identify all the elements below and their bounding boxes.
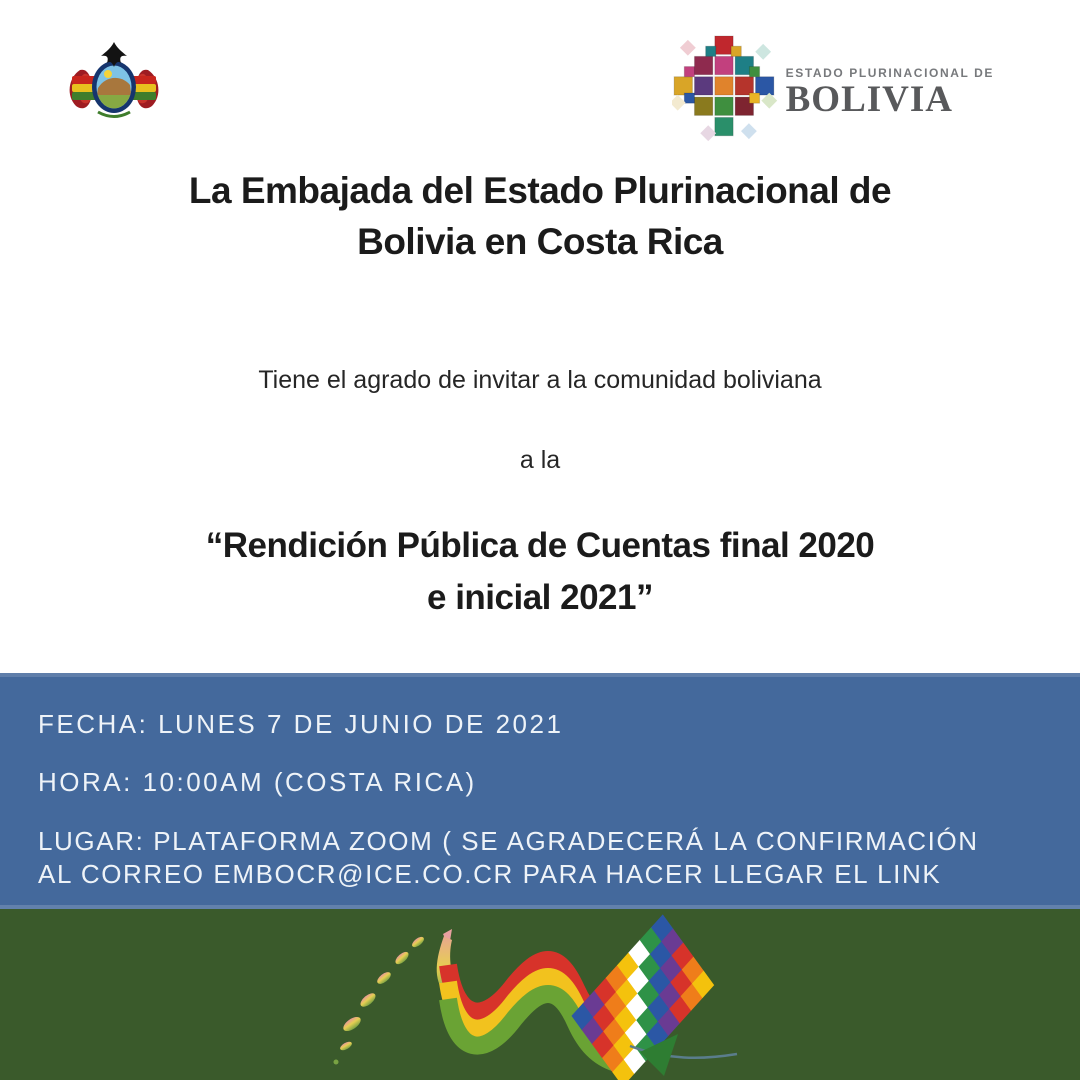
wiphala-ribbon-illustration-icon [0, 909, 1080, 1080]
page-title [0, 165, 1080, 267]
bolivia-coat-of-arms-icon [64, 34, 164, 126]
title-line-1: La Embajada del Estado Plurinacional de [188, 170, 892, 211]
event-line-1: “Rendición Pública de Cuentas final 2020 [205, 526, 875, 565]
lugar-line-1: LUGAR: PLATAFORMA ZOOM ( SE AGRADECERÁ LA CONFIRMACIÓN [38, 826, 979, 856]
hora-line: HORA: 10:00AM (COSTA RICA) [38, 767, 477, 797]
logo-small-text: ESTADO PLURINACIONAL DE [785, 66, 994, 80]
estado-plurinacional-logo [672, 34, 994, 150]
intro-text: Tiene el agrado de invitar a la comunidad boliviana [258, 366, 822, 394]
event-line-2: e inicial 2021” [427, 578, 653, 617]
chakana-mosaic-icon [672, 34, 778, 150]
title-line-2: Bolivia en Costa Rica [357, 221, 723, 262]
logo-large-text: BOLIVIA [785, 79, 954, 120]
lugar-line-2: AL CORREO EMBOCR@ICE.CO.CR PARA HACER LLEGAR EL LINK [38, 859, 942, 889]
event-title [0, 520, 1080, 624]
fecha-line: FECHA: LUNES 7 DE JUNIO DE 2021 [38, 709, 564, 739]
leaves-icon [334, 935, 426, 1065]
connector-text: a la [519, 446, 561, 474]
event-details-band [0, 673, 1080, 909]
footer-band [0, 909, 1080, 1080]
